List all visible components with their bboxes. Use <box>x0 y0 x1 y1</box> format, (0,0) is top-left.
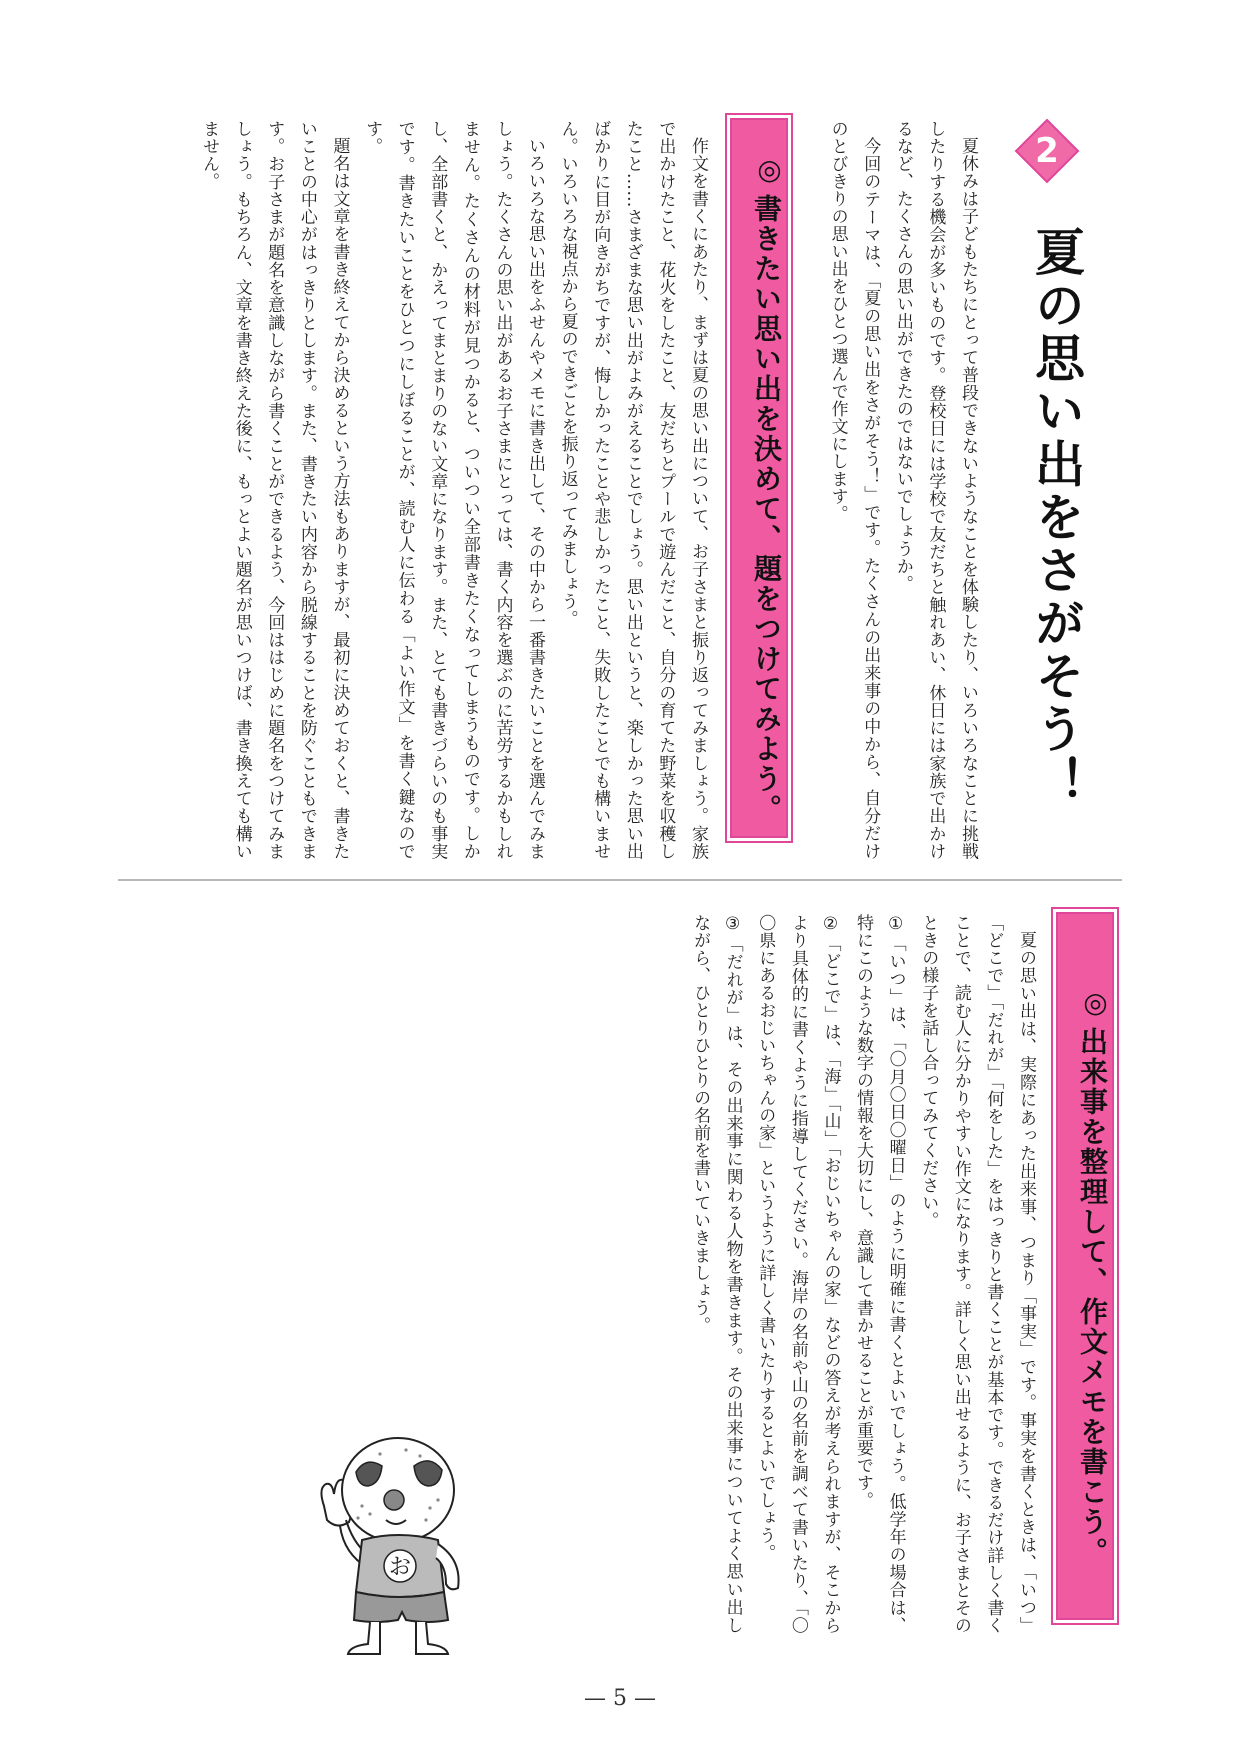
mascot-shirt-label: お <box>388 1555 412 1580</box>
intro-paragraph: 夏休みは子どもたちにとって普段できないようなことを体験したり、いろいろなことに挑戦したりする機会が多いものです。登校日には学校で友だちと触れあい、休日には家族で出かけるなど、たくさんの思い出ができたのではないでしょうか。 <box>892 120 978 860</box>
list-item <box>683 914 748 1634</box>
section1-paragraph: いろいろな思い出をふせんやメモに書き出して、その中から一番書きたいことを選んでみましょう。たくさんの思い出があるお子さまにとっては、書く内容を選ぶのに苦労するかもしれません。たくさんの材料が見つかると、ついつい全部書きたくなってしまうものです。しかし、全部書くと、かえってまとまりのない文章になります。また、とても書きづらいのも事実です。書きたいことをひとつにしぼることが、読む人に伝わる「よい作文」を書く鍵なのです。 <box>362 120 546 861</box>
intro-text <box>821 120 984 860</box>
list-item-number: ② <box>820 914 841 935</box>
section-number: 2 <box>1035 131 1059 171</box>
section1-paragraph: 題名は文章を書き終えてから決めるという方法もありますが、最初に決めておくと、書きたいことの中心がはっきりとします。また、書きたい内容から脱線することを防ぐこともできます。お子さまが題名を意識しながら書くことができるよう、今回ははじめに題名をつけてみましょう。もちろん、文章を書き終えた後に、もっとよい題名が思いつけば、書き換えても構いません。 <box>199 120 350 860</box>
section1-paragraph: 作文を書くにあたり、まずは夏の思い出について、お子さまと振り返ってみましょう。家族で出かけたこと、花火をしたこと、友だちとプールで遊んだこと、自分の育てた野菜を収穫したこと……さまざまな思い出がよみがえることでしょう。思い出というと、楽しかった思い出ばかりに目が向きがちですが、悔しかったことや悲しかったこと、失敗したことでも構いません。いろいろな視点から夏のできごとを振り返ってみましょう。 <box>557 120 708 861</box>
list-item-number: ③ <box>722 914 743 935</box>
page-title: 夏の思い出をさがそう！ <box>1027 226 1085 809</box>
list-item <box>749 914 847 1634</box>
section2-text <box>542 914 1042 1634</box>
mascot-illustration <box>310 1428 490 1658</box>
list-item <box>846 914 911 1634</box>
double-circle-icon: ◎ <box>753 152 786 188</box>
page-number: — 5 — <box>584 1686 656 1711</box>
double-circle-icon: ◎ <box>1079 985 1112 1021</box>
section1-text <box>194 120 714 860</box>
heading-text: 出来事を整理して、作文メモを書こう。 <box>1076 1026 1109 1567</box>
section-divider <box>118 879 1122 881</box>
list-item-text: 「どこで」は、「海」「山」「おじいちゃんの家」などの答えが考えられますが、そこからより具体的に書くように指導してください。海岸の名前や山の名前を調べて書いたり、「〇〇県にあるおじいちゃんの家」というように詳しく書いたりするとよいでしょう。 <box>755 914 841 1635</box>
section2-intro: 夏の思い出は、実際にあった出来事、つまり「事実」です。事実を書くときは、「いつ」「どこで」「だれが」「何をした」をはっきりと書くことが基本です。できるだけ詳しく書くことで、読む人に分かりやすい作文になります。詳しく思い出せるように、お子さまとそのときの様子を話し合ってみてください。 <box>918 914 1036 1634</box>
heading-text: 書きたい思い出を決めて、題をつけてみよう。 <box>750 193 783 824</box>
list-item-number: ① <box>885 914 906 935</box>
list-item-text: 「いつ」は、「〇月〇日〇曜日」のように明確に書くとよいでしょう。低学年の場合は、特にこのような数字の情報を大切にし、意識して書かせることが重要です。 <box>853 914 906 1635</box>
list-item-text: 「だれが」は、その出来事に関わる人物を書きます。その出来事についてよく思い出しながら、ひとりひとりの名前を書いていきましょう。 <box>690 914 743 1635</box>
section-heading-choose-memory <box>730 118 788 838</box>
section-heading-organize-events <box>1056 912 1114 1620</box>
intro-paragraph: 今回のテーマは、「夏の思い出をさがそう！」です。たくさんの出来事の中から、自分だけのとびきりの思い出をひとつ選んで作文にします。 <box>827 120 881 860</box>
